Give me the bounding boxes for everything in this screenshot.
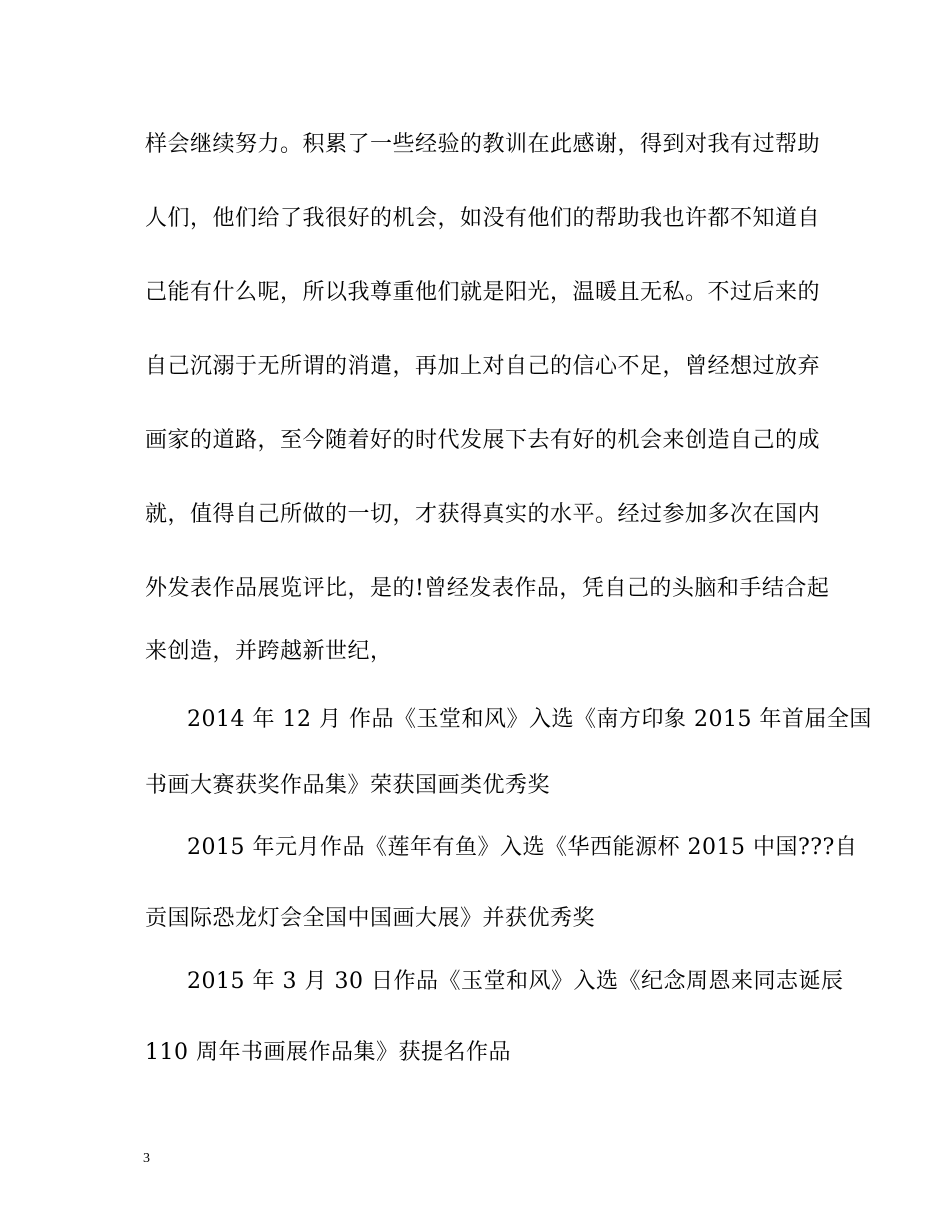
award-entry-line: 2015 年元月作品《莲年有鱼》入选《华西能源杯 2015 中国???自 — [187, 835, 858, 860]
body-text-line: 样会继续努力。积累了一些经验的教训在此感谢，得到对我有过帮助 — [145, 132, 821, 157]
award-entry-line: 2015 年 3 月 30 日作品《玉堂和风》入选《纪念周恩来同志诞辰 — [187, 969, 844, 994]
body-text-line: 外发表作品展览评比，是的!曾经发表作品，凭自己的头脑和手结合起 — [145, 576, 830, 601]
award-entry-line: 贡国际恐龙灯会全国中国画大展》并获优秀奖 — [145, 906, 596, 931]
award-entry-line: 110 周年书画展作品集》获提名作品 — [145, 1040, 511, 1065]
award-entry-line: 2014 年 12 月 作品《玉堂和风》入选《南方印象 2015 年首届全国 — [187, 707, 872, 732]
award-entry-line: 书画大赛获奖作品集》荣获国画类优秀奖 — [145, 773, 551, 798]
body-text-line: 来创造，并跨越新世纪， — [145, 639, 393, 664]
page-number: 3 — [143, 1151, 150, 1166]
body-text-line: 己能有什么呢，所以我尊重他们就是阳光，温暖且无私。不过后来的 — [145, 280, 821, 305]
body-text-line: 自己沉溺于无所谓的消遣，再加上对自己的信心不足，曾经想过放弃 — [145, 354, 821, 379]
body-text-line: 人们，他们给了我很好的机会，如没有他们的帮助我也许都不知道自 — [145, 206, 821, 231]
body-text-line: 就，值得自己所做的一切，才获得真实的水平。经过参加多次在国内 — [145, 502, 821, 527]
body-text-line: 画家的道路，至今随着好的时代发展下去有好的机会来创造自己的成 — [145, 428, 821, 453]
